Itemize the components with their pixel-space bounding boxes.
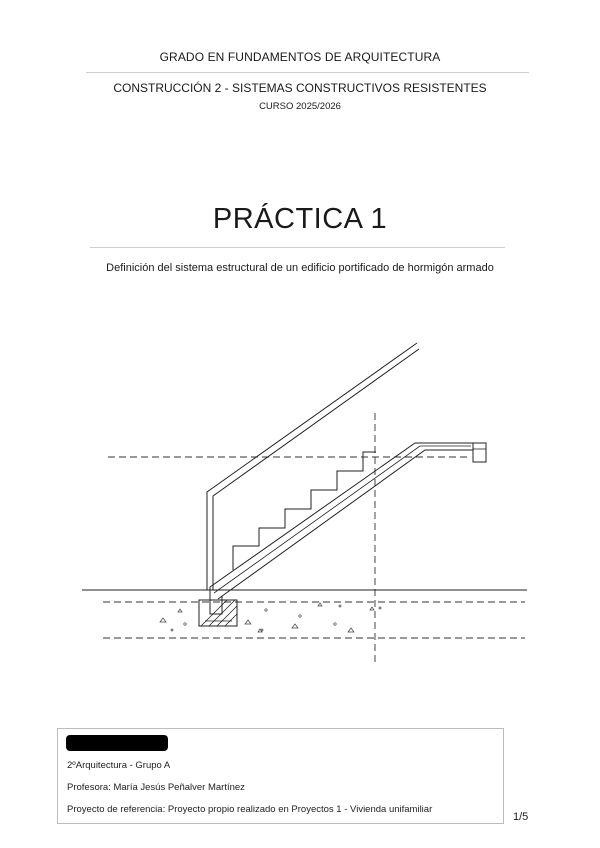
header-divider — [86, 72, 529, 73]
page-number: 1/5 — [513, 811, 529, 823]
stair-section-drawing — [0, 300, 600, 680]
project-line: Proyecto de referencia: Proyecto propio realizado en Proyectos 1 - Vivienda unifamiliar — [67, 804, 433, 815]
page-subtitle: Definición del sistema estructural de un edificio portificado de hormigón armado — [106, 262, 494, 274]
handrail-inner — [213, 349, 419, 590]
teacher-line: Profesora: María Jesús Peñalver Martínez — [67, 782, 245, 793]
footing-hatch-1 — [201, 600, 227, 626]
student-info-box — [57, 728, 504, 824]
redacted-name — [66, 735, 168, 751]
upper-beam-section — [473, 443, 486, 462]
page-title: PRÁCTICA 1 — [212, 203, 388, 235]
degree-heading: GRADO EN FUNDAMENTOS DE ARQUITECTURA — [159, 50, 441, 64]
handrail-outer — [207, 343, 417, 590]
stair-steps — [233, 452, 376, 570]
course-heading: CONSTRUCCIÓN 2 - SISTEMAS CONSTRUCTIVOS RESISTENTES — [113, 81, 487, 95]
footing-hatch-3 — [217, 606, 237, 626]
slab-top-line — [210, 443, 473, 587]
group-line: 2ºArquitectura - Grupo A — [67, 760, 171, 771]
title-divider — [90, 247, 505, 248]
academic-year: CURSO 2025/2026 — [259, 101, 341, 112]
slab-bottom-line — [218, 450, 473, 599]
concrete-speckles — [160, 603, 381, 632]
